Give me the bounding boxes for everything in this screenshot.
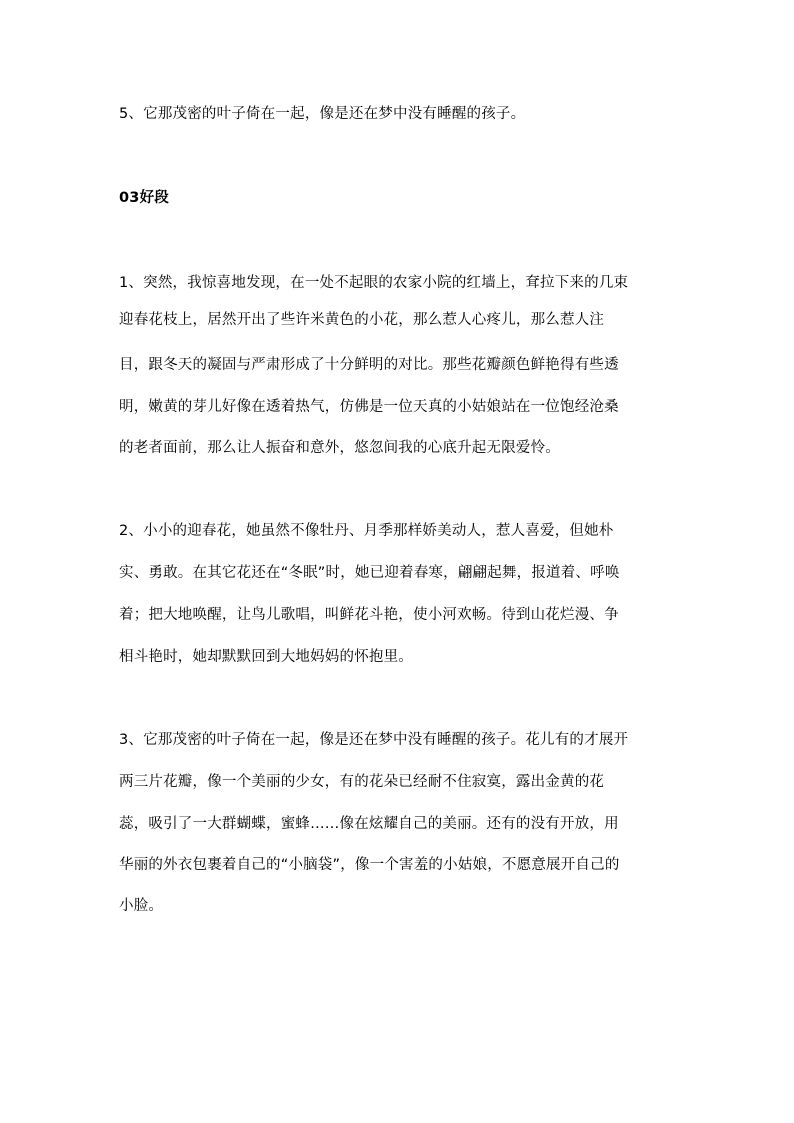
paragraph-line: 1、突然，我惊喜地发现，在一处不起眼的农家小院的红墙上，耷拉下来的几束 — [119, 275, 629, 291]
paragraph-line: 蕊，吸引了一大群蝴蝶，蜜蜂……像在炫耀自己的美丽。还有的没有开放，用 — [119, 816, 619, 832]
paragraph-line: 实、勇敢。在其它花还在“冬眠”时，她已迎着春寒，翩翩起舞，报道着、呼唤 — [119, 565, 620, 581]
paragraph-line: 迎春花枝上，居然开出了些许米黄色的小花，那么惹人心疼儿，那么惹人注 — [119, 312, 605, 328]
paragraph-line: 华丽的外衣包裹着自己的“小脑袋”，像一个害羞的小姑娘，不愿意展开自己的 — [119, 857, 620, 873]
section-heading: 03好段 — [119, 190, 169, 206]
paragraph-line: 的老者面前，那么让人振奋和意外，悠忽间我的心底升起无限爱怜。 — [119, 440, 560, 456]
paragraph-line: 明，嫩黄的芽儿好像在透着热气，仿佛是一位天真的小姑娘站在一位饱经沧桑 — [119, 399, 619, 415]
paragraph-line: 2、小小的迎春花，她虽然不像牡丹、月季那样娇美动人，惹人喜爱，但她朴 — [119, 523, 614, 539]
intro-line: 5、它那茂密的叶子倚在一起，像是还在梦中没有睡醒的孩子。 — [119, 106, 526, 122]
paragraph-line: 小脸。 — [119, 898, 164, 914]
paragraph-line: 3、它那茂密的叶子倚在一起，像是还在梦中没有睡醒的孩子。花儿有的才展开 — [119, 732, 629, 748]
paragraph-line: 相斗艳时，她却默默回到大地妈妈的怀抱里。 — [119, 649, 413, 665]
paragraph-line: 目，跟冬天的凝固与严肃形成了十分鲜明的对比。那些花瓣颜色鲜艳得有些透 — [119, 357, 619, 373]
paragraph-line: 两三片花瓣，像一个美丽的少女，有的花朵已经耐不住寂寞，露出金黄的花 — [119, 774, 605, 790]
paragraph-line: 着；把大地唤醒，让鸟儿歌唱，叫鲜花斗艳，使小河欢畅。待到山花烂漫、争 — [119, 607, 619, 623]
